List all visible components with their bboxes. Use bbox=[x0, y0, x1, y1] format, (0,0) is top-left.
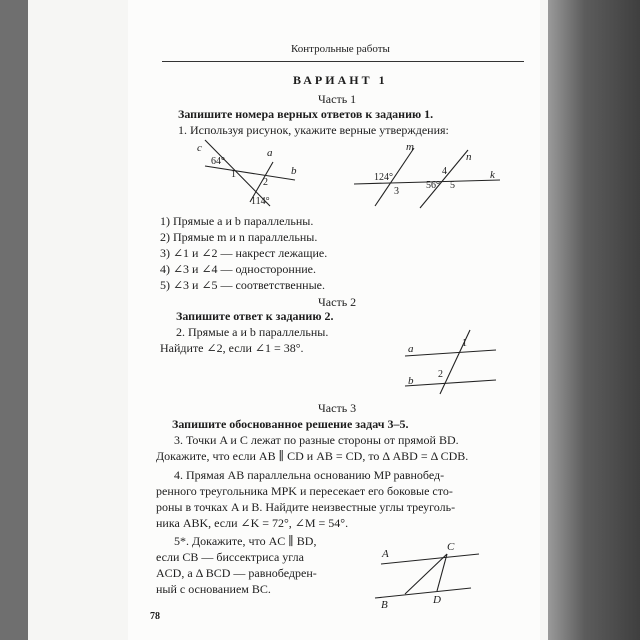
figure-task2 bbox=[400, 328, 500, 398]
angle-5: 5 bbox=[450, 180, 455, 191]
task3-line1: 3. Точки A и C лежат по разные стороны от прямой BD. bbox=[174, 433, 459, 447]
angle-114: 114° bbox=[251, 196, 270, 207]
task2-line1: 2. Прямые a и b параллельны. bbox=[176, 325, 329, 339]
label-A: A bbox=[382, 548, 389, 560]
label-a: a bbox=[267, 147, 273, 159]
task5-line4: ный с основанием BC. bbox=[156, 582, 271, 596]
option-1: 1) Прямые a и b параллельны. bbox=[160, 214, 314, 228]
label-B: B bbox=[381, 599, 388, 611]
task4-line4: ника ABK, если ∠K = 72°, ∠M = 54°. bbox=[156, 516, 349, 530]
header-rule bbox=[162, 61, 524, 62]
part2-title: Часть 2 bbox=[318, 295, 357, 309]
figure-lines-mnk bbox=[350, 140, 510, 210]
option-2: 2) Прямые m и n параллельны. bbox=[160, 230, 318, 244]
part3-title: Часть 3 bbox=[318, 401, 357, 415]
angle-4: 4 bbox=[442, 166, 447, 177]
part1-title: Часть 1 bbox=[318, 92, 357, 106]
angle-64: 64° bbox=[211, 156, 225, 167]
option-5: 5) ∠3 и ∠5 — соответственные. bbox=[160, 278, 325, 292]
task4-line2: ренного треугольника MPK и пересекает его боковые сто- bbox=[156, 484, 453, 498]
label-c: c bbox=[197, 142, 202, 154]
label-n: n bbox=[466, 151, 472, 163]
part3-instruction: Запишите обоснованное решение задач 3–5. bbox=[172, 417, 409, 431]
angle-2-task2: 2 bbox=[438, 369, 443, 380]
angle-124: 124° bbox=[374, 172, 393, 183]
label-b2: b bbox=[408, 375, 414, 387]
task1-text: 1. Используя рисунок, укажите верные утверждения: bbox=[178, 123, 449, 137]
label-m: m bbox=[406, 141, 414, 153]
page-number: 78 bbox=[150, 611, 160, 622]
angle-3: 3 bbox=[394, 186, 399, 197]
variant-title: ВАРИАНТ 1 bbox=[293, 73, 388, 87]
angle-1-task2: 1 bbox=[462, 338, 467, 349]
angle-56: 56° bbox=[426, 180, 440, 191]
task2-line2: Найдите ∠2, если ∠1 = 38°. bbox=[160, 341, 304, 355]
task5-line1: 5*. Докажите, что AC ∥ BD, bbox=[174, 534, 317, 548]
part1-instruction: Запишите номера верных ответов к заданию 1. bbox=[178, 107, 434, 121]
task4-line3: роны в точках A и B. Найдите неизвестные углы треуголь- bbox=[156, 500, 456, 514]
running-header: Контрольные работы bbox=[291, 43, 390, 55]
label-D: D bbox=[433, 594, 441, 606]
figure-task5 bbox=[375, 540, 485, 610]
task3-line2: Докажите, что если AB ∥ CD и AB = CD, то Δ ABD = Δ CDB. bbox=[156, 449, 469, 463]
angle-2: 2 bbox=[263, 177, 268, 188]
label-a2: a bbox=[408, 343, 414, 355]
scan-shadow bbox=[548, 0, 640, 640]
option-3: 3) ∠1 и ∠2 — накрест лежащие. bbox=[160, 246, 328, 260]
label-k: k bbox=[490, 169, 495, 181]
part2-instruction: Запишите ответ к заданию 2. bbox=[176, 309, 334, 323]
angle-1: 1 bbox=[231, 169, 236, 180]
task5-line3: ACD, а Δ BCD — равнобедрен- bbox=[156, 566, 317, 580]
figure-lines-ab bbox=[195, 140, 335, 210]
label-C: C bbox=[447, 541, 455, 553]
task5-line2: если CB — биссектриса угла bbox=[156, 550, 304, 564]
label-b: b bbox=[291, 165, 297, 177]
task4-line1: 4. Прямая AB параллельна основанию MP равнобед- bbox=[174, 468, 445, 482]
option-4: 4) ∠3 и ∠4 — односторонние. bbox=[160, 262, 317, 276]
